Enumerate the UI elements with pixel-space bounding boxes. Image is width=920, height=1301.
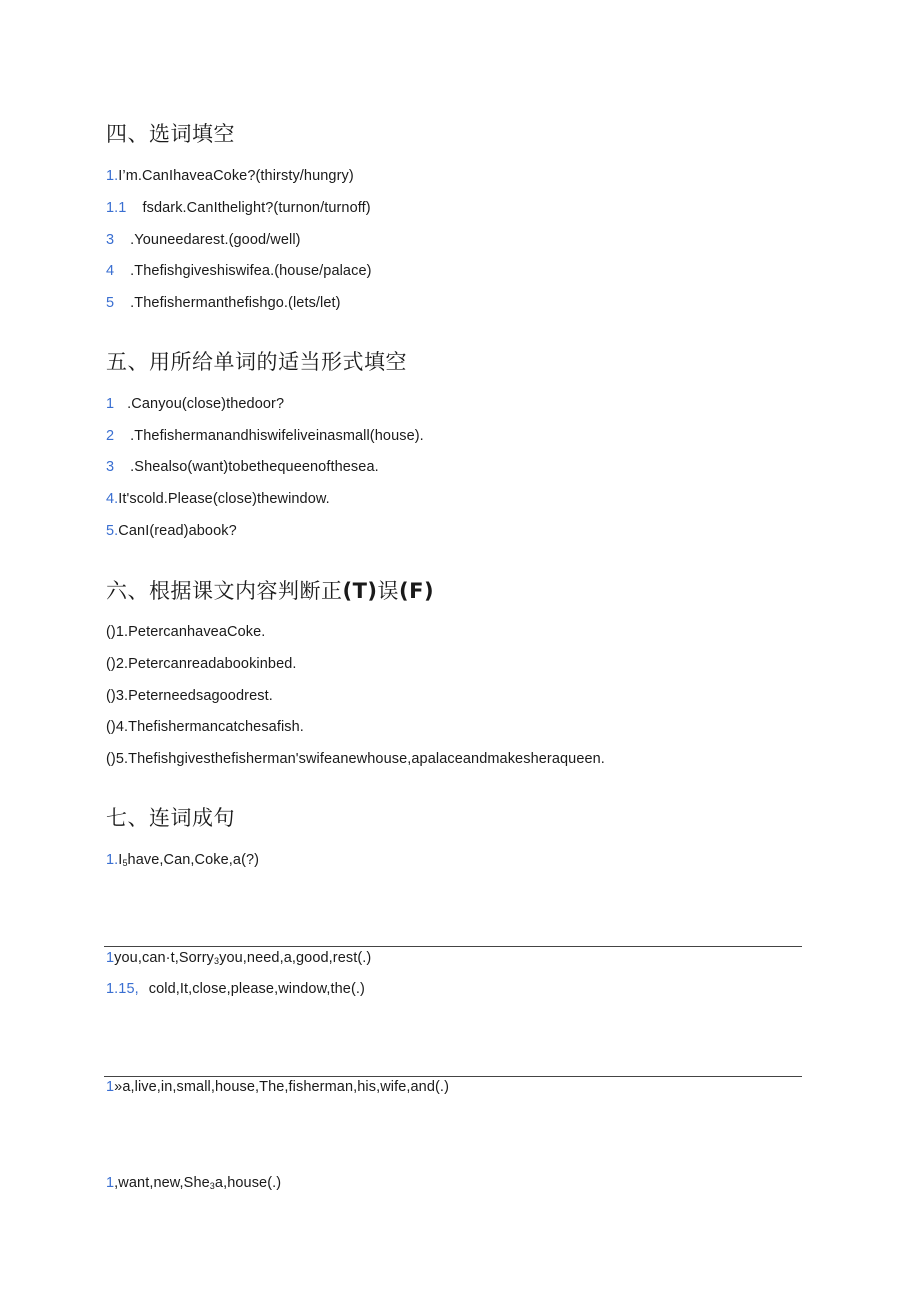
item-number: 1 <box>106 1079 115 1095</box>
item-text: »a,live,in,small,house,The,fisherman,his,wife,and(.) <box>114 1079 449 1095</box>
sec4-item-2 <box>106 200 371 216</box>
sec7-item-2 <box>106 950 371 966</box>
sec4-item-3 <box>106 232 301 248</box>
answer-line <box>104 946 802 947</box>
item-subscript: 5 <box>122 858 128 868</box>
item-subscript: 3 <box>214 956 220 966</box>
item-number: 4 <box>106 263 115 279</box>
item-text-part: ,want,new,She <box>114 1175 210 1191</box>
sec7-item-5 <box>106 1175 281 1191</box>
sec5-item-2 <box>106 428 424 444</box>
section-6-title-prefix: 六、根据课文内容判断正 <box>106 579 343 603</box>
item-text-part: have,Can,Coke,a(?) <box>127 852 260 868</box>
item-text-part: you,need,a,good,rest(.) <box>219 950 372 966</box>
sec6-item-3: ()3.Peterneedsagoodrest. <box>106 688 273 704</box>
sec5-item-1 <box>106 396 284 412</box>
sec6-item-4: ()4.Thefishermancatchesafish. <box>106 719 304 735</box>
title-false-mark: (F) <box>399 579 435 603</box>
item-text: CanI(read)abook? <box>118 523 237 539</box>
answer-line <box>104 1076 802 1077</box>
sec4-item-1 <box>106 168 354 184</box>
sec5-item-5 <box>106 523 237 539</box>
sec7-item-3 <box>106 981 365 997</box>
sec6-item-1: ()1.PetercanhaveaCoke. <box>106 624 266 640</box>
item-number: 1 <box>106 950 115 966</box>
title-true-mark: (T) <box>342 579 378 603</box>
item-number: 2 <box>106 428 115 444</box>
sec5-item-4 <box>106 491 330 507</box>
sec4-item-4 <box>106 263 372 279</box>
item-subscript: 3 <box>209 1181 215 1191</box>
item-text-part: a,house(.) <box>214 1175 282 1191</box>
item-number: 1 <box>106 1175 115 1191</box>
sec6-item-2: ()2.Petercanreadabookinbed. <box>106 656 297 672</box>
section-4-title: 四、选词填空 <box>106 122 235 146</box>
item-number: 3 <box>106 459 115 475</box>
section-5-title: 五、用所给单词的适当形式填空 <box>106 350 407 374</box>
item-number: 1.1 <box>106 200 127 216</box>
sec6-item-5: ()5.Thefishgivesthefisherman'swifeanewhouse,apalaceandmakesheraqueen. <box>106 751 605 767</box>
item-number: 5. <box>106 523 119 539</box>
item-text: .Shealso(want)tobethequeenofthesea. <box>130 459 379 475</box>
item-text: .Thefishermanandhiswifeliveinasmall(house). <box>130 428 424 444</box>
item-text: .Youneedarest.(good/well) <box>130 232 301 248</box>
item-number: 5 <box>106 295 115 311</box>
item-number: 1 <box>106 396 115 412</box>
item-number: 1. <box>106 852 119 868</box>
item-text: fsdark.CanIthelight?(turnon/turnoff) <box>142 200 371 216</box>
item-text: .Thefishermanthefishgo.(lets/let) <box>130 295 341 311</box>
sec7-item-1 <box>106 852 259 868</box>
sec5-item-3 <box>106 459 379 475</box>
item-text: cold,It,close,please,window,the(.) <box>148 981 365 997</box>
item-number: 1.15, <box>106 981 139 997</box>
sec7-item-4 <box>106 1079 449 1095</box>
item-text: It'scold.Please(close)thewindow. <box>118 491 330 507</box>
item-number: 3 <box>106 232 115 248</box>
item-text-part: you,can·t,Sorry <box>114 950 214 966</box>
item-number: 1. <box>106 168 119 184</box>
item-number: 4. <box>106 491 119 507</box>
item-text: .Thefishgiveshiswifea.(house/palace) <box>130 263 372 279</box>
item-text: I’m.CanIhaveaCoke?(thirsty/hungry) <box>118 168 354 184</box>
section-6-title <box>106 575 434 605</box>
item-text-part: I <box>118 852 123 868</box>
item-text: .Canyou(close)thedoor? <box>127 396 285 412</box>
section-6-title-mid: 误 <box>377 579 400 603</box>
sec4-item-5 <box>106 295 341 311</box>
section-7-title: 七、连词成句 <box>106 806 235 830</box>
